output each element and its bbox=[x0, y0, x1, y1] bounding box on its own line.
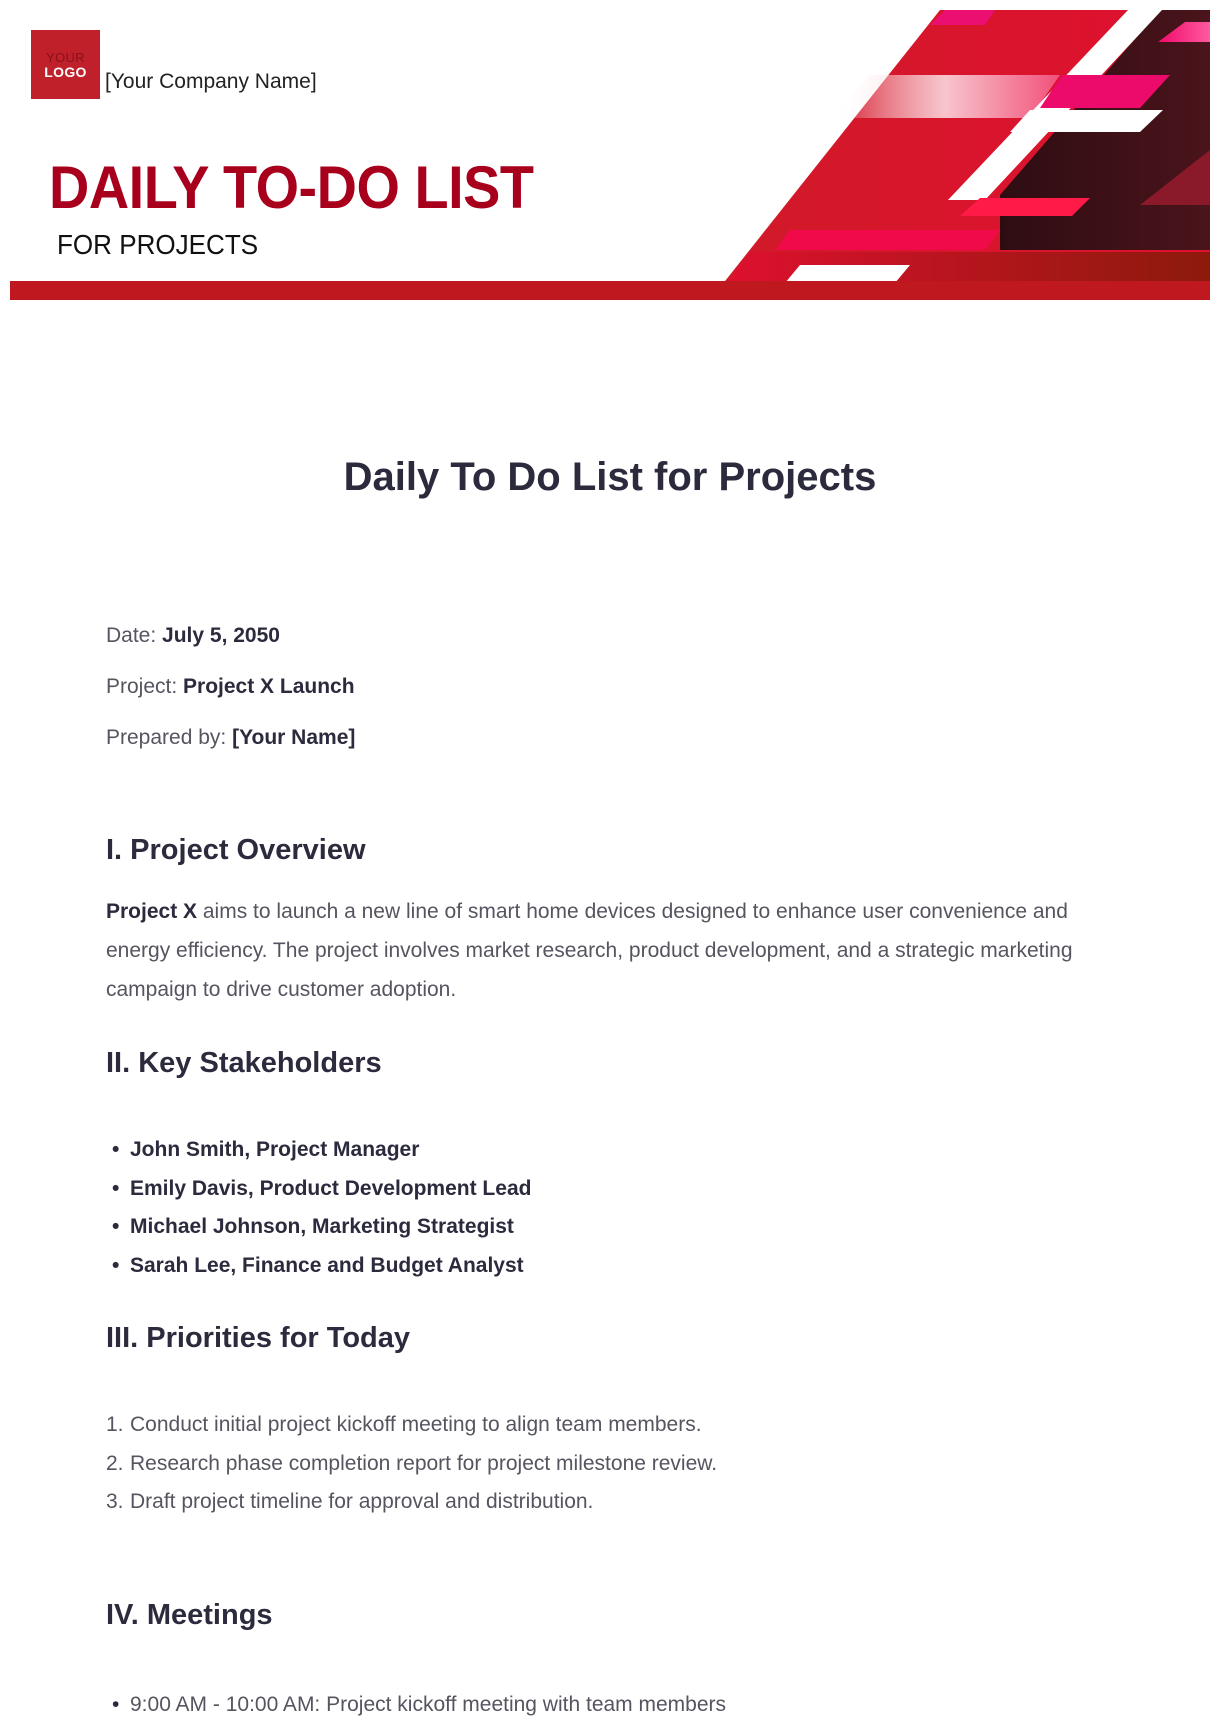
meta-date-label: Date: bbox=[106, 624, 163, 647]
logo-text-your: YOUR bbox=[46, 49, 85, 65]
meta-prepared-by bbox=[106, 726, 355, 750]
list-item: 1. Conduct initial project kickoff meeting to align team members. bbox=[106, 1406, 717, 1445]
logo-text-logo: LOGO bbox=[44, 63, 87, 80]
banner-title: DAILY TO-DO LIST bbox=[49, 154, 534, 221]
item-number: 3. bbox=[106, 1490, 124, 1514]
section-heading-key-stakeholders: II. Key Stakeholders bbox=[106, 1047, 382, 1079]
project-overview-text: aims to launch a new line of smart home devices designed to enhance user convenience and energy efficiency. The project involves market research, product development, and a strategic marketing campaign to drive customer adoption. bbox=[106, 900, 1073, 1001]
banner-divider-bar bbox=[10, 281, 1210, 300]
document-title: Daily To Do List for Projects bbox=[343, 455, 877, 499]
bullet-icon: • bbox=[112, 1138, 120, 1161]
meta-project-value: Project X Launch bbox=[183, 675, 355, 698]
section-heading-meetings: IV. Meetings bbox=[106, 1599, 273, 1631]
meta-prepared-by-label: Prepared by: bbox=[106, 726, 233, 749]
company-logo bbox=[31, 30, 100, 99]
meta-date-value: July 5, 2050 bbox=[162, 624, 280, 647]
list-item: • 9:00 AM - 10:00 AM: Project kickoff meeting with team members bbox=[112, 1686, 726, 1720]
meta-project bbox=[106, 675, 355, 699]
bullet-icon: • bbox=[112, 1693, 120, 1716]
list-item: • Sarah Lee, Finance and Budget Analyst bbox=[112, 1247, 531, 1286]
item-number: 1. bbox=[106, 1413, 124, 1436]
header-banner bbox=[0, 0, 1220, 305]
bullet-icon: • bbox=[112, 1215, 120, 1239]
company-name: [Your Company Name] bbox=[105, 70, 317, 93]
list-item: 3. Draft project timeline for approval and distribution. bbox=[106, 1483, 717, 1522]
stakeholders-list bbox=[112, 1131, 531, 1286]
priorities-list bbox=[106, 1406, 717, 1522]
meetings-list bbox=[112, 1686, 726, 1720]
project-overview-bold: Project X bbox=[106, 900, 198, 923]
banner-subtitle: FOR PROJECTS bbox=[57, 229, 259, 260]
section-heading-priorities: III. Priorities for Today bbox=[106, 1322, 411, 1354]
section-heading-project-overview: I. Project Overview bbox=[106, 834, 366, 866]
item-number: 2. bbox=[106, 1451, 124, 1475]
bullet-icon: • bbox=[112, 1176, 120, 1200]
bullet-icon: • bbox=[112, 1254, 120, 1278]
meta-project-label: Project: bbox=[106, 675, 184, 698]
list-item: • John Smith, Project Manager bbox=[112, 1131, 531, 1170]
list-item: • Michael Johnson, Marketing Strategist bbox=[112, 1208, 531, 1247]
meta-date bbox=[106, 624, 280, 648]
meta-prepared-by-value: [Your Name] bbox=[232, 726, 356, 749]
list-item: 2. Research phase completion report for project milestone review. bbox=[106, 1445, 717, 1484]
list-item: • Emily Davis, Product Development Lead bbox=[112, 1170, 531, 1209]
project-overview-paragraph bbox=[106, 892, 1126, 1009]
